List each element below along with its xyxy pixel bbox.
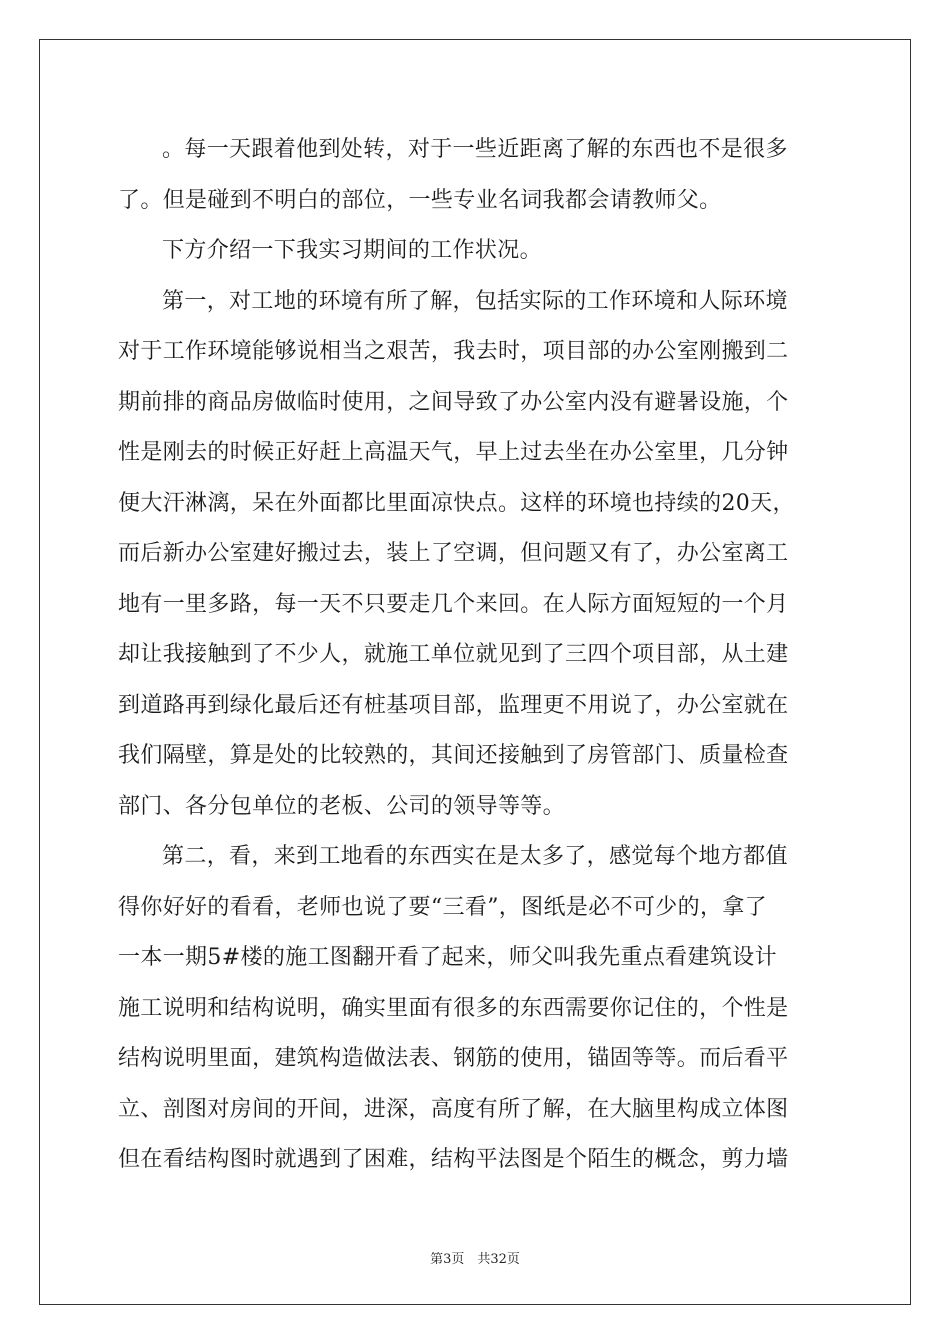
text-line: 了。但是碰到不明白的部位，一些专业名词我都会请教师父。	[118, 187, 722, 213]
text-line: 便大汗淋漓，呆在外面都比里面凉快点。这样的环境也持续的20天，	[118, 490, 795, 516]
text-line: 对于工作环境能够说相当之艰苦，我去时，项目部的办公室刚搬到二	[118, 339, 789, 364]
text-line: 立、剖图对房间的开间，进深，高度有所了解，在大脑里构成立体图	[118, 1096, 789, 1122]
text-line: 但在看结构图时就遇到了困难，结构平法图是个陌生的概念，剪力墙	[118, 1147, 789, 1172]
document-body	[118, 125, 840, 1186]
page-number-footer: 第3页 共32页	[430, 1252, 520, 1267]
text-line: 一本一期5#楼的施工图翻开看了起来，师父叫我先重点看建筑设计	[118, 945, 777, 970]
text-line: 下方介绍一下我实习期间的工作状况。	[162, 238, 542, 263]
text-line: 施工说明和结构说明，确实里面有很多的东西需要你记住的，个性是	[118, 995, 789, 1021]
text-line: 而后新办公室建好搬过去，装上了空调，但问题又有了，办公室离工	[118, 541, 789, 566]
text-line: 期前排的商品房做临时使用，之间导致了办公室内没有避暑设施，个	[118, 389, 789, 415]
text-line: 得你好好的看看，老师也说了要“三看”，图纸是必不可少的，拿了	[118, 894, 767, 920]
text-line: 部门、各分包单位的老板、公司的领导等等。	[118, 793, 566, 819]
text-line: 第二，看，来到工地看的东西实在是太多了，感觉每个地方都值	[162, 844, 788, 869]
text-line: 性是刚去的时候正好赶上高温天气，早上过去坐在办公室里，几分钟	[118, 440, 789, 465]
text-line: 到道路再到绿化最后还有桩基项目部，监理更不用说了，办公室就在	[118, 692, 789, 718]
text-line: 地有一里多路，每一天不只要走几个来回。在人际方面短短的一个月	[118, 591, 789, 617]
text-line: 结构说明里面，建筑构造做法表、钢筋的使用，锚固等等。而后看平	[118, 1046, 789, 1071]
text-line: 却让我接触到了不少人，就施工单位就见到了三四个项目部，从土建	[118, 642, 789, 667]
text-line: 。每一天跟着他到处转，对于一些近距离了解的东西也不是很多	[162, 137, 788, 162]
text-line: 我们隔壁，算是处的比较熟的，其间还接触到了房管部门、质量检查	[118, 743, 789, 768]
text-line: 第一，对工地的环境有所了解，包括实际的工作环境和人际环境	[162, 288, 788, 314]
